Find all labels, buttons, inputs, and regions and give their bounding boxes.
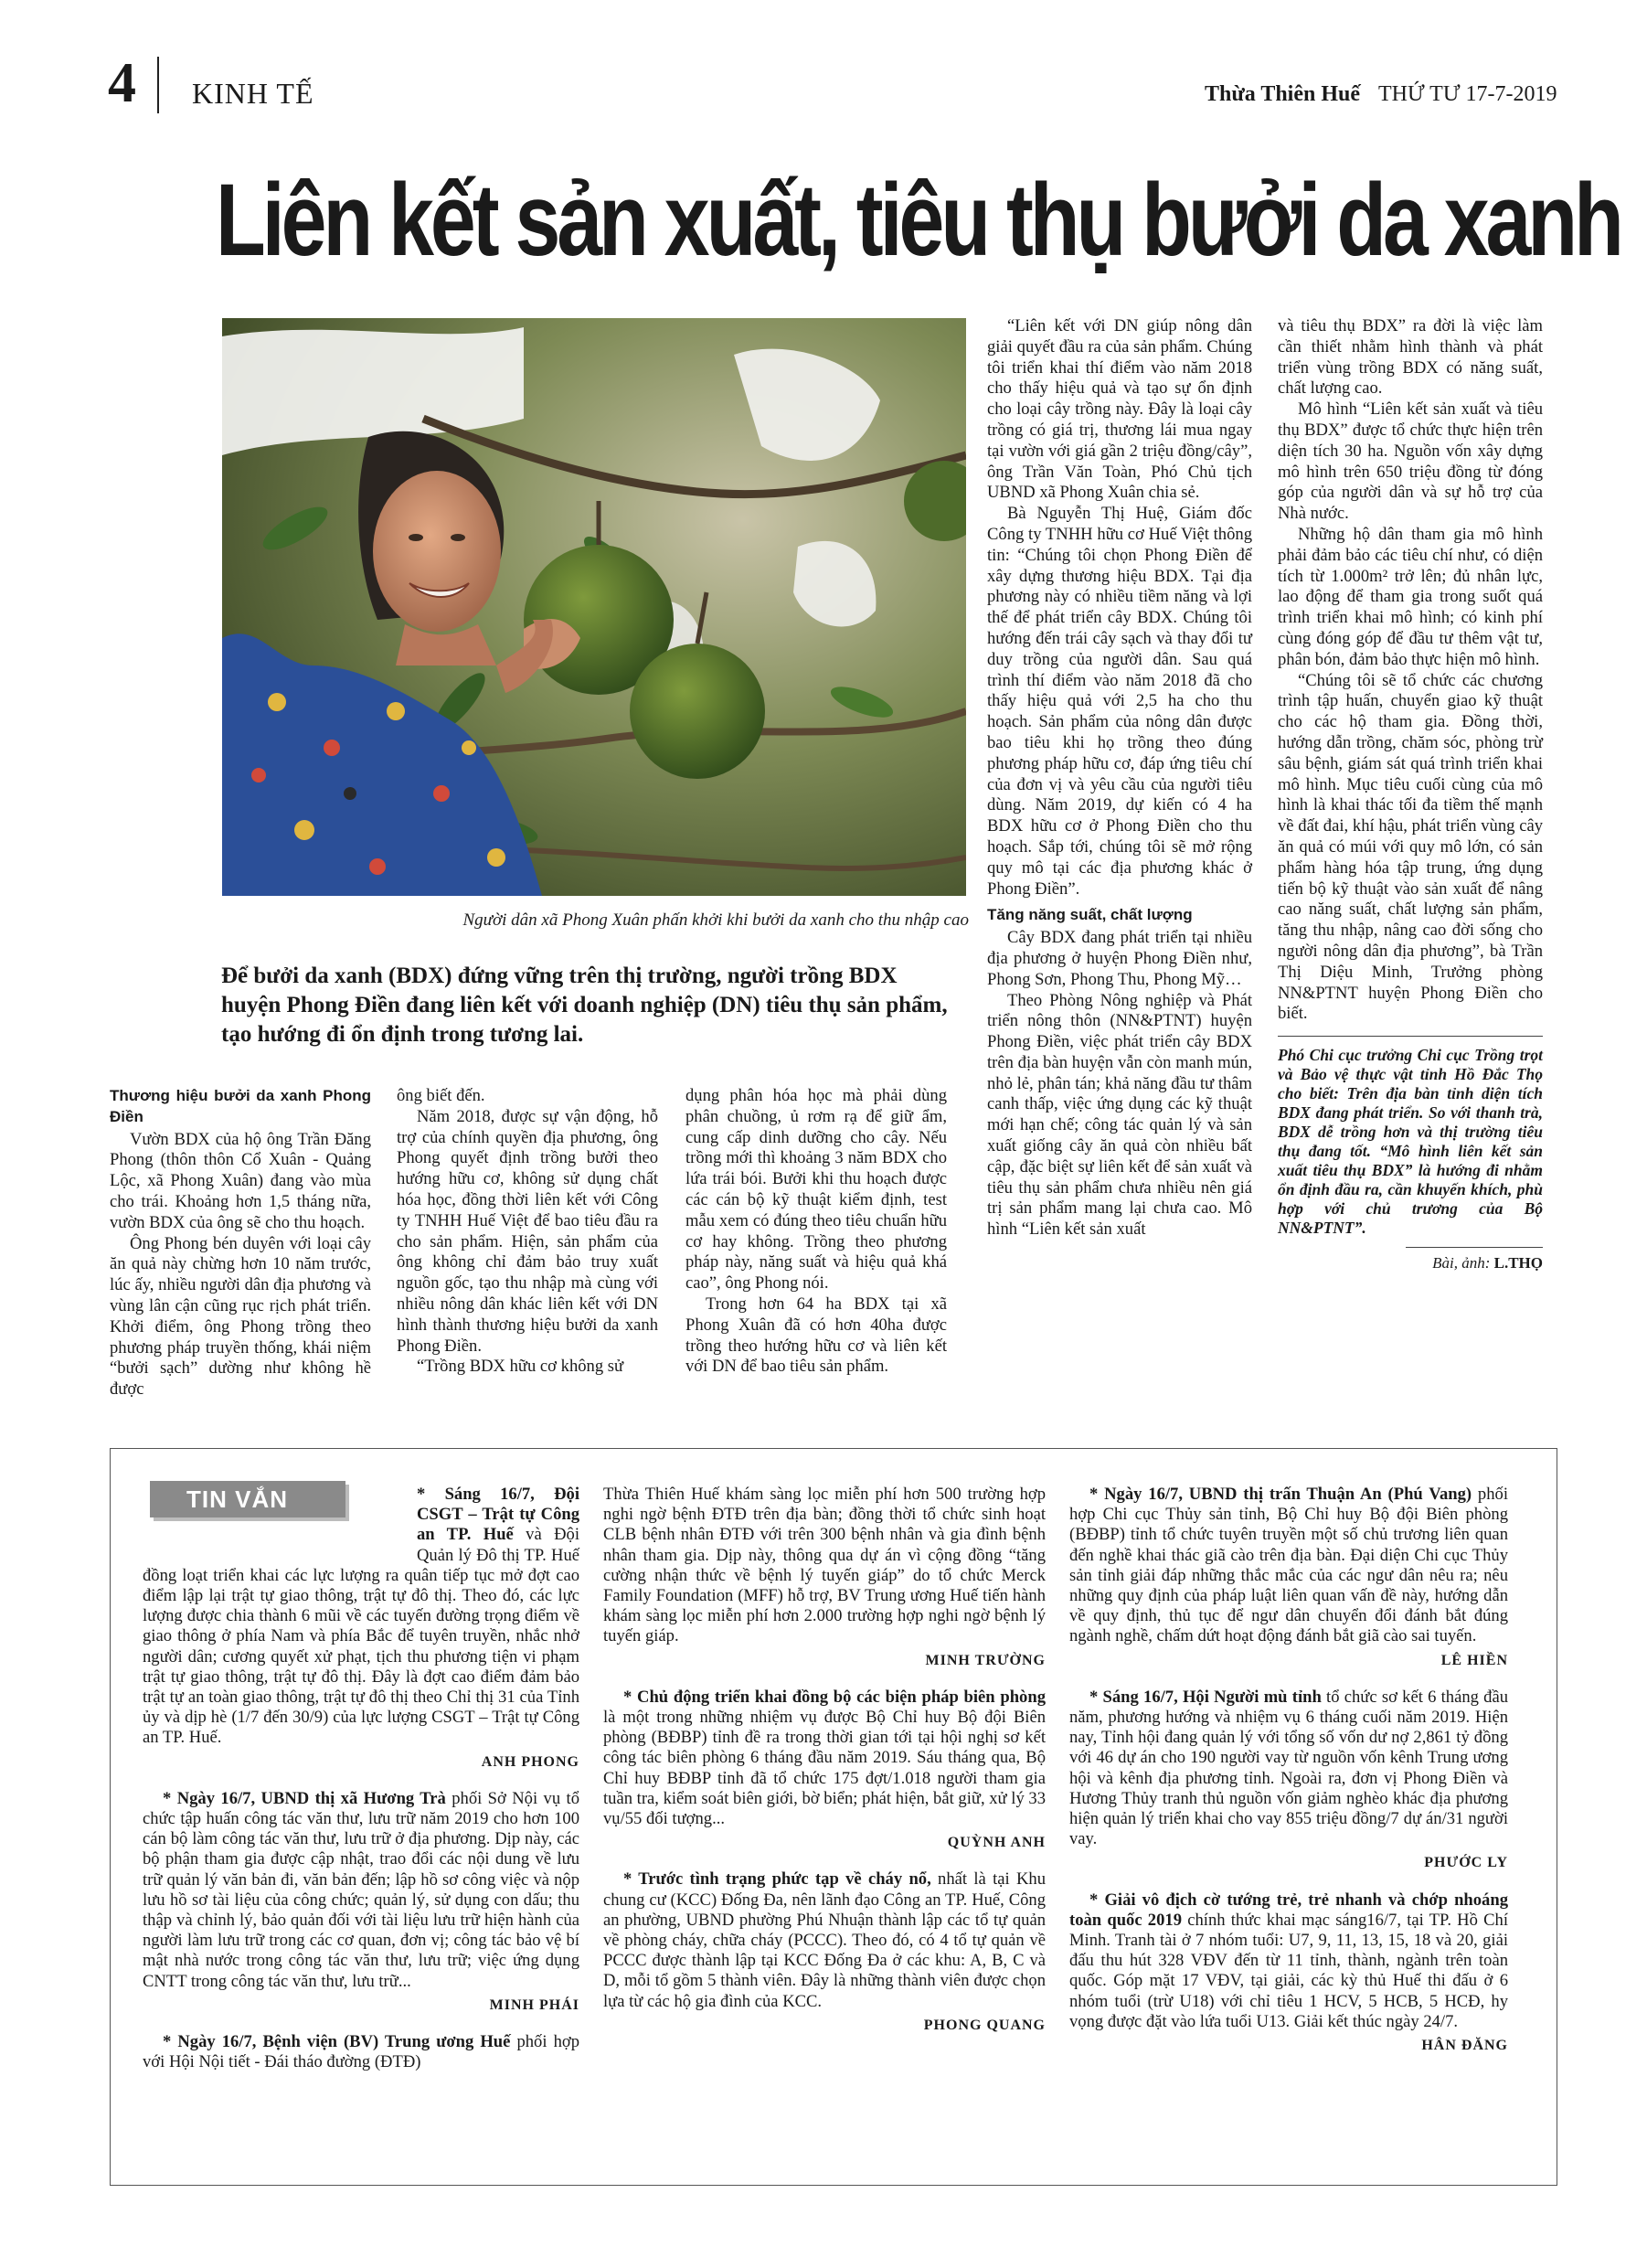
news-lead: * Ngày 16/7, UBND thị trấn Thuận An (Phú Vang) [1089,1485,1472,1504]
news-item [143,1789,579,1992]
newspaper-name: Thừa Thiên Huế [1205,82,1361,106]
paragraph: Năm 2018, được sự vận động, hỗ trợ của chính quyền địa phương, ông Phong quyết định trồng bưởi theo hướng hữu cơ, không sử dụng chất hóa học, đồng thời liên kết với Công ty TNHH Huế Việt để bao tiêu đầu ra cho sản phẩm. Hiện, sản phẩm của ông không chỉ đảm bảo truy xuất nguồn gốc, tạo thu nhập mà cùng với nhiều nông dân khác liên kết với DN hình thành thương hiệu bưởi da xanh Phong Điền. [397,1106,658,1356]
article-column-5 [1278,316,1543,1274]
article-column-4 [987,316,1252,1240]
paragraph: Mô hình “Liên kết sản xuất và tiêu thụ BDX” được tổ chức thực hiện trên diện tích 30 ha. Nguồn vốn xây dựng mô hình trên 650 triệu đồng từ đóng góp của người dân và sự hỗ trợ của Nhà nước. [1278,399,1543,524]
header-divider [157,57,159,113]
news-text: phối hợp với Hội Nội tiết - Đái tháo đường (ĐTĐ) [143,2032,579,2072]
article-headline: Liên kết sản xuất, tiêu thụ bưởi da xanh [216,163,1620,277]
news-signature: MINH TRƯỜNG [925,1652,1046,1668]
news-lead: * Ngày 16/7, Bệnh viện (BV) Trung ương Huế [163,2032,511,2052]
paragraph: Trong hơn 64 ha BDX tại xã Phong Xuân đã có hơn 40ha được trồng theo hướng hữu cơ và liên kết với DN để bao tiêu sản phẩm. [685,1294,947,1377]
news-text: nhất là tại Khu chung cư (KCC) Đống Đa, nên lãnh đạo Công an TP. Huế, Công an phường, UBND phường Phú Nhuận thành lập các tổ tự quản về phòng cháy, chữa cháy (PCCC). Theo đó, có 4 tổ tự quản về PCCC được thành lập tại KCC Đống Đa ở các khu: A, B, C và D, mỗi tổ gồm 5 thành viên. Đây là những thành viên được chọn lựa từ các hộ gia đình của KCC. [603,1869,1046,2011]
section-title: KINH TẾ [192,77,314,110]
article-column-1 [110,1086,371,1400]
news-text: chính thức khai mạc sáng16/7, tại TP. Hồ Chí Minh. Tranh tài ở 7 nhóm tuổi: U7, 9, 11, 13, 15, 18 và 20, giải đấu thu hút 328 VĐV đến từ 11 tỉnh, thành, ngành trên toàn quốc. Góp mặt 17 VĐV, tại giải, các kỳ thủ Huế thi đấu ở 6 nhóm tuổi (trừ U18) với chỉ tiêu 1 HCV, 5 HCB, 5 HCĐ, hy vọng được đặt vào lứa tuổi U13. Giải kết thúc ngày 24/7. [1069,1910,1508,2031]
byline-label: Bài, ảnh: [1432,1254,1491,1272]
news-text: là một trong những nhiệm vụ được Bộ Chỉ huy Bộ đội Biên phòng (BĐBP) tỉnh đề ra trong thời gian tới tại hội nghị sơ kết công tác biên phòng 6 tháng đầu năm 2019. Sáu tháng qua, Bộ Chỉ huy BĐBP tỉnh đã tổ chức 175 đợt/1.018 người tham gia tuần tra, kiểm soát biên giới, bờ biển; phát hiện, bắt giữ, xử lý 33 vụ/55 đối tượng... [603,1708,1046,1829]
article-column-2 [397,1086,658,1378]
news-signature: PHƯỚC LY [1424,1855,1508,1871]
news-item [143,1485,579,1749]
tag-spacer [143,1485,417,1563]
news-item [603,1688,1046,1829]
paragraph: “Trồng BDX hữu cơ không sử [417,1357,624,1377]
news-lead: * Ngày 16/7, UBND thị xã Hương Trà [163,1788,446,1808]
paragraph: “Chúng tôi sẽ tổ chức các chương trình tập huấn, chuyển giao kỹ thuật cho các hộ tham gia. Đồng thời, hướng dẫn trồng, chăm sóc, phòng trừ sâu bệnh, giám sát quá trình triển khai mô hình. Mục tiêu cuối cùng của mô hình là khai thác tối đa tiềm thế mạnh về đất đai, khí hậu, phát triển vùng cây ăn quả có múi với quy mô lớn, có sản phẩm hàng hóa tập trung, ứng dụng tiến bộ kỹ thuật vào sản xuất để nâng cao năng suất, chất lượng sản phẩm, tăng thu nhập, nâng cao đời sống cho người nông dân địa phương”, bà Trần Thị Diệu Minh, Trưởng phòng NN&PTNT huyện Phong Điền cho biết. [1278,670,1543,1024]
paragraph: Vườn BDX của hộ ông Trần Đăng Phong (thôn thôn Cổ Xuân - Quảng Lộc, xã Phong Xuân) đang vào mùa cho trái. Khoảng hơn 1,5 tháng nữa, vườn BDX của ông sẽ cho thu hoạch. [110,1129,371,1232]
byline-divider [1406,1247,1543,1248]
article-lead: Để bưởi da xanh (BDX) đứng vững trên thị trường, người trồng BDX huyện Phong Điền đang liên kết với doanh nghiệp (DN) tiêu thụ sản phẩm, tạo hướng đi ổn định trong tương lai. [221,964,948,1047]
news-text: và Đội Quản lý Đô thị TP. Huế đồng loạt triển khai các lực lượng ra quân tiếp tục mở đợt cao điểm lập lại trật tự giao thông, trật tự đô thị. Theo đó, các lực lượng được chia thành 6 mũi về các tuyến đường trọng điểm về giao thông ở phía Nam và phía Bắc để tuyên truyền, nhắc nhở người dân; cương quyết xử phạt, tịch thu phương tiện vi phạm trật tự giao thông, trật tự đô thị. Đây là đợt cao điểm đảm bảo trật tự an toàn giao thông, trật tự đô thị theo Chỉ thị 31 của Tỉnh ủy và dịp hè (1/7 đến 30/9) của lực lượng CSGT – Trật tự Công an TP. Huế. [143,1525,579,1748]
news-text: Thừa Thiên Huế khám sàng lọc miễn phí hơn 500 trường hợp nghi ngờ bệnh ĐTĐ trên địa bàn; đồng thời tổ chức sinh hoạt CLB bệnh nhân ĐTĐ với trên 300 bệnh nhân và gia đình bệnh nhân tham gia. Dịp này, thông qua dự án vì cộng đồng “tăng cường nhận thức về bệnh lý tuyến giáp” do tổ chức Merck Family Foundation (MFF) hỗ trợ, BV Trung ương Huế tiến hành khám sàng lọc miễn phí hơn 2.000 trường hợp nghi ngờ bệnh lý tuyến giáp. [603,1485,1046,1646]
expert-quote: Phó Chi cục trưởng Chi cục Trồng trọt và Bảo vệ thực vật tỉnh Hồ Đắc Thọ cho biết: Trên địa bàn tỉnh diện tích BDX đang phát triển. So với thanh trà, BDX dễ trồng hơn và thị trường tiêu thụ đang tốt. “Mô hình liên kết sản xuất tiêu thụ BDX” là hướng đi nhằm ổn định đầu ra, cần khuyến khích, phù hợp với chủ trương của Bộ NN&PTNT”. [1278,1046,1543,1238]
article-column-3 [685,1086,947,1378]
paragraph: ông biết đến. [397,1086,485,1105]
news-signature: ANH PHONG [481,1753,579,1770]
paragraph: Cây BDX đang phát triển tại nhiều địa phương ở huyện Phong Điền như, Phong Sơn, Phong Thu, Phong Mỹ… [987,928,1252,989]
news-lead: * Giải vô địch cờ tướng trẻ, trẻ nhanh và chớp nhoáng toàn quốc 2019 [1069,1890,1508,1930]
subheading-brand: Thương hiệu bưởi da xanh Phong Điền [110,1087,371,1125]
byline-author: L.THỌ [1493,1254,1543,1272]
brief-news-tag: TIN VẮN [150,1481,345,1517]
news-item [1069,1890,1508,2032]
news-item [603,1869,1046,2011]
paragraph: Bà Nguyễn Thị Huệ, Giám đốc Công ty TNHH hữu cơ Huế Việt thông tin: “Chúng tôi chọn Phong Điền để xây dựng thương hiệu BDX. Tại địa phương này có nhiều tiềm năng và lợi thế để phát triển cây BDX. Chúng tôi hướng đến trái cây sạch và thay đổi tư duy trồng của người dân. Sau quá trình thí điểm vào năm 2018 đã cho thấy hiệu quả với 2,5 ha cho thu hoạch. Sản phẩm của nông dân được bao tiêu khi họ trồng theo đúng phương pháp hữu cơ, đáp ứng tiêu chí của đơn vị và yêu cầu của người tiêu dùng. Năm 2019, dự kiến có 4 ha BDX hữu cơ ở Phong Điền cho thu hoạch. Sắp tới, chúng tôi sẽ mở rộng quy mô tại các địa phương khác ở Phong Điền”. [987,504,1252,899]
paragraph: dụng phân hóa học mà phải dùng phân chuồng, ủ rơm rạ để giữ ẩm, cung cấp dinh dưỡng cho cây. Nếu trồng mới thì khoảng 3 năm BDX cho lứa trái bói. Bưởi khi thu hoạch được các cán bộ kỹ thuật kiểm định, test mẫu xem có đúng theo tiêu chuẩn hữu cơ hay không. Trồng theo phương pháp này, năng suất và hiệu quả khá cao”, ông Phong nói. [685,1086,947,1294]
article-byline [1278,1253,1543,1274]
news-lead: * Trước tình trạng phức tạp về cháy nổ, [623,1869,931,1890]
brief-news-column-3 [1069,1485,1508,2072]
paragraph: Theo Phòng Nông nghiệp và Phát triển nông thôn (NN&PTNT) huyện Phong Điền, việc phát triển cây BDX trên địa bàn huyện vẫn còn manh mún, nhỏ lẻ, phân tán; khả năng đầu tư thâm canh thấp, việc ứng dụng các kỹ thuật mới hạn chế; công tác quản lý và sản xuất giống cây ăn quả còn nhiều bất cập, đặc biệt sự liên kết để sản xuất và tiêu thụ sản phẩm chưa nhiều nên giá trị sản phẩm mang lại chưa cao. Mô hình “Liên kết sản xuất [987,990,1252,1240]
news-item [603,1485,1046,1647]
news-text: phối hợp Chi cục Thủy sản tỉnh, Bộ Chỉ huy Bộ đội Biên phòng (BĐBP) tỉnh tổ chức tuyên truyền một số chủ trương liên quan đến nghề khai thác giã cào trên địa bàn. Đại diện Chi cục Thủy sản tỉnh giải đáp những thắc mắc của các ngư dân nêu ra; nêu những quy định của pháp luật liên quan vấn đề này, hướng dẫn về quy định, thủ tục để ngư dân chuyển đổi đánh bắt đúng ngành nghề, chấm dứt hoạt động đánh bắt giã cào sai tuyến. [1069,1485,1508,1646]
brief-news-column-1 [143,1485,579,2072]
news-lead: * Sáng 16/7, Hội Người mù tỉnh [1089,1687,1322,1707]
news-signature: QUỲNH ANH [947,1835,1046,1851]
page-number: 4 [108,52,136,114]
news-lead: * Chủ động triển khai đồng bộ các biện pháp biên phòng [623,1687,1046,1707]
news-signature: LÊ HIỀN [1440,1652,1508,1668]
news-signature: HÂN ĐĂNG [1421,2038,1508,2054]
news-item [143,2032,579,2072]
news-signature: PHONG QUANG [923,2017,1046,2033]
news-text: phối Sở Nội vụ tổ chức tập huấn công tác văn thư, lưu trữ năm 2019 cho hơn 100 cán bộ làm công tác văn thư, lưu trữ ở địa phương. Dịp này, các bộ phận tham gia được cập nhật, trao đổi các nội dung về lưu trữ quản lý văn bản đi, văn bản đến; lập hồ sơ công việc và nộp lưu hồ sơ tài liệu của công chức; quản lý, sử dụng con dấu; thu thập và chỉnh lý, bảo quản đối với tài liệu lưu trữ hiện hành của người làm lưu trữ trong các cơ quan, đơn vị; công tác bảo vệ bí mật nhà nước trong công tác văn thư, lưu trữ; việc ứng dụng CNTT trong công tác văn thư, lưu trữ... [143,1788,579,1991]
news-text: tổ chức sơ kết 6 tháng đầu năm, phương hướng và nhiệm vụ 6 tháng cuối năm 2019. Hiện nay, Tỉnh hội đang quản lý với tổng số vốn dư nợ 2,861 tỷ đồng với 46 dự án cho 190 người vay từ nguồn vốn kênh Trung ương hội và kênh địa phương tỉnh. Ngoài ra, đơn vị Phong Điền và Hương Thủy tranh thủ nguồn vốn giảm nghèo khác địa phương hiện quản lý triển khai cho vay 855 triệu đồng/7 dự án/31 người vay. [1069,1687,1509,1849]
photo-illustration [222,318,966,896]
quote-box [1278,1036,1543,1274]
photo-caption: Người dân xã Phong Xuân phấn khởi khi bưởi da xanh cho thu nhập cao [462,910,969,930]
subheading-productivity: Tăng năng suất, chất lượng [987,906,1193,924]
issue-date: THỨ TƯ 17-7-2019 [1378,82,1557,106]
paragraph: “Liên kết với DN giúp nông dân giải quyết đầu ra của sản phẩm. Chúng tôi triển khai thí điểm vào năm 2018 cho thấy hiệu quả và tạo sự ổn định cho loại cây trồng này. Đây là loại cây trồng có giá trị, thương lái mua ngay tại vườn với giá gần 2 triệu đồng/cây”, ông Trần Văn Toàn, Phó Chủ tịch UBND xã Phong Xuân chia sẻ. [987,316,1252,503]
brief-news-column-2 [603,1485,1046,2052]
news-item [1069,1688,1508,1850]
paragraph: Những hộ dân tham gia mô hình phải đảm bảo các tiêu chí như, có diện tích từ 1.000m² trở lên; đủ nhân lực, lao động để tham gia trong suốt quá trình triển khai mô hình; có kinh phí cùng đóng góp để đầu tư thêm vật tư, phân bón, đảm bảo thực hiện mô hình. [1278,524,1543,669]
news-lead: * Sáng 16/7, Đội CSGT – Trật tự Công an TP. Huế [417,1485,579,1545]
paragraph: Ông Phong bén duyên với loại cây ăn quả này chừng hơn 10 năm trước, lúc ấy, nhiều người dân địa phương và vùng lân cận cũng rục rịch phát triển. Khởi điểm, ông Phong trồng theo phương pháp truyền thống, khái niệm “bưởi sạch” dường như không hề được [110,1233,371,1400]
news-signature: MINH PHÁI [489,1996,579,2013]
paragraph: và tiêu thụ BDX” ra đời là việc làm cần thiết nhằm hình thành và phát triển vùng trồng BDX có năng suất, chất lượng cao. [1278,316,1543,399]
article-photo [222,318,966,896]
news-item [1069,1485,1508,1647]
